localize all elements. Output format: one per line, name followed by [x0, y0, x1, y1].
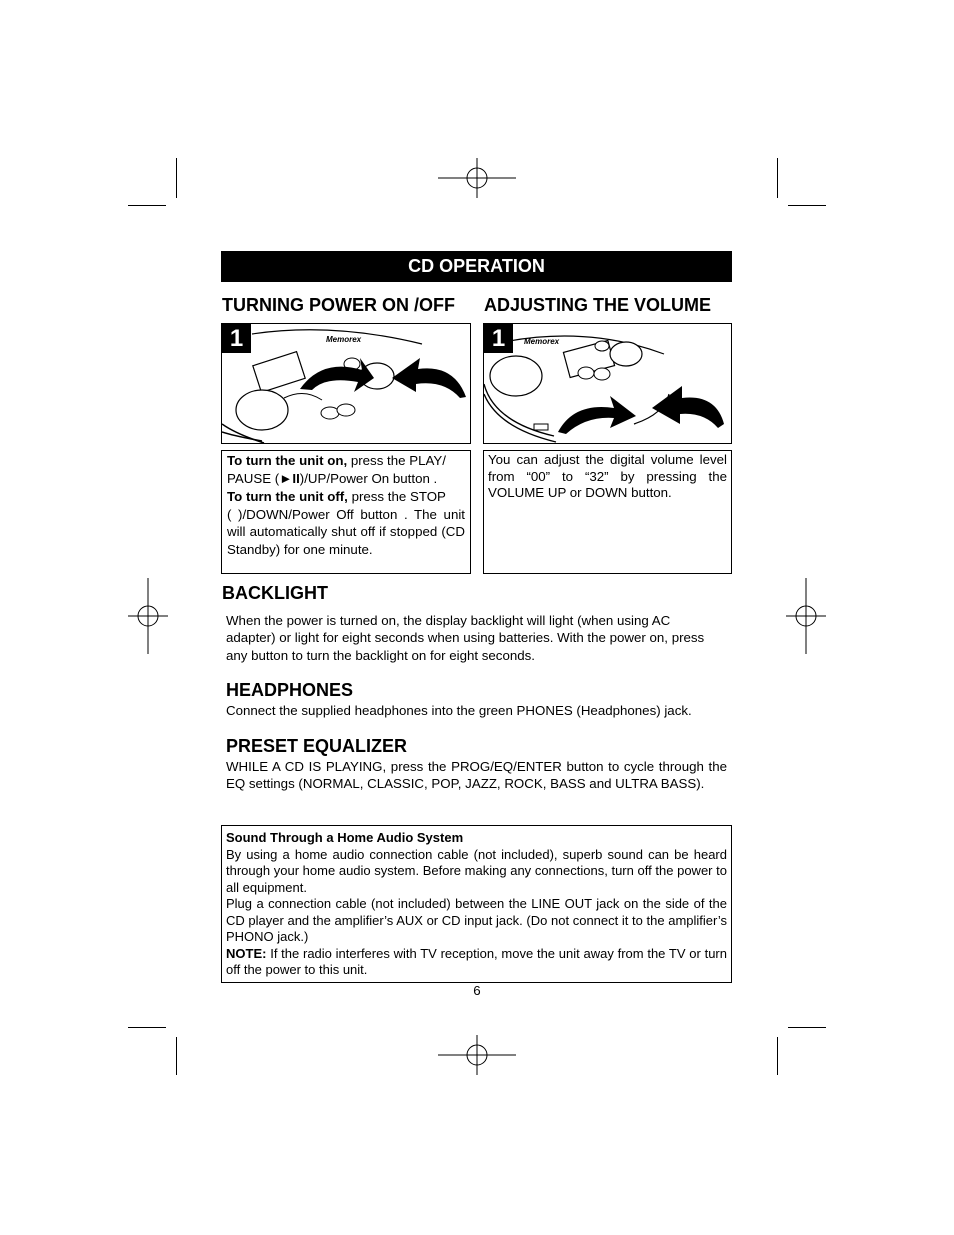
step-number: 1: [222, 324, 251, 353]
crop-mark: [777, 158, 778, 198]
home-audio-note: [226, 946, 727, 979]
power-heading: TURNING POWER ON /OFF: [222, 295, 455, 315]
note-label: NOTE:: [226, 945, 267, 961]
registration-mark: [438, 1035, 516, 1075]
volume-heading: ADJUSTING THE VOLUME: [484, 295, 712, 315]
power-illustration: [221, 323, 471, 444]
home-audio-paragraph: By using a home audio connection cable (not included), superb sound can be heard through your home audio system. Before making any connections, turn off the power to all equipment.: [226, 846, 727, 895]
volume-text: You can adjust the digital volume level from “00” to “32” by pressing the VOLUME UP or DOWN button.: [488, 452, 727, 500]
backlight-heading: BACKLIGHT: [222, 583, 328, 603]
registration-mark: [128, 578, 168, 654]
section-header: CD OPERATION: [221, 251, 732, 282]
svg-text:Memorex: Memorex: [524, 337, 560, 346]
power-on-label: To turn the unit on,: [227, 453, 348, 468]
power-off-label: To turn the unit off,: [227, 489, 348, 504]
power-on-paragraph: [227, 452, 465, 488]
crop-mark: [176, 158, 177, 198]
home-audio-paragraph: Plug a connection cable (not included) between the LINE OUT jack on the side of the CD player and the amplifier’s AUX or CD input jack. (Do not connect it to the amplifier’s PHONO jack.): [226, 896, 727, 944]
equalizer-text: WHILE A CD IS PLAYING, press the PROG/EQ/ENTER button to cycle through the EQ settings (NORMAL, CLASSIC, POP, JAZZ, ROCK, BASS and ULTRA BASS).: [226, 759, 727, 792]
headphones-heading: HEADPHONES: [226, 680, 354, 700]
crop-mark: [128, 1027, 166, 1028]
svg-text:Memorex: Memorex: [326, 335, 362, 344]
equalizer-heading: PRESET EQUALIZER: [226, 736, 408, 756]
power-off-text: ( )/DOWN/Power Off button . The unit will automatically shut off if stopped (CD Standby) for one minute.: [227, 506, 465, 557]
power-off-text: press the STOP: [347, 489, 446, 504]
power-instructions: [221, 450, 471, 574]
page-number: 6: [473, 983, 481, 998]
crop-mark: [176, 1037, 177, 1075]
home-audio-title: Sound Through a Home Audio System: [226, 830, 464, 845]
crop-mark: [788, 205, 826, 206]
power-on-text: )/UP/Power On button .: [299, 471, 438, 486]
home-audio-box: [221, 825, 732, 983]
volume-instructions: [483, 450, 732, 574]
power-on-text: press the PLAY/: [347, 453, 446, 468]
registration-mark: [438, 158, 516, 198]
cd-player-power-illustration: [222, 324, 470, 443]
volume-illustration: [483, 323, 732, 444]
play-pause-icon: ►II: [279, 471, 300, 486]
crop-mark: [788, 1027, 826, 1028]
crop-mark: [128, 205, 166, 206]
step-number: 1: [484, 324, 513, 353]
cd-player-volume-illustration: [484, 324, 731, 443]
registration-mark: [786, 578, 826, 654]
headphones-text: Connect the supplied headphones into the green PHONES (Headphones) jack.: [226, 703, 692, 718]
backlight-text: When the power is turned on, the display backlight will light (when using AC adapter) or light for eight seconds when using batteries. With the power on, press any button to turn the backlight on for eight seconds.: [226, 613, 705, 663]
crop-mark: [777, 1037, 778, 1075]
power-on-text: PAUSE (: [227, 471, 280, 486]
note-text: If the radio interferes with TV reception, move the unit away from the TV or turn off the power to this unit.: [226, 945, 727, 977]
power-off-paragraph: [227, 488, 465, 558]
